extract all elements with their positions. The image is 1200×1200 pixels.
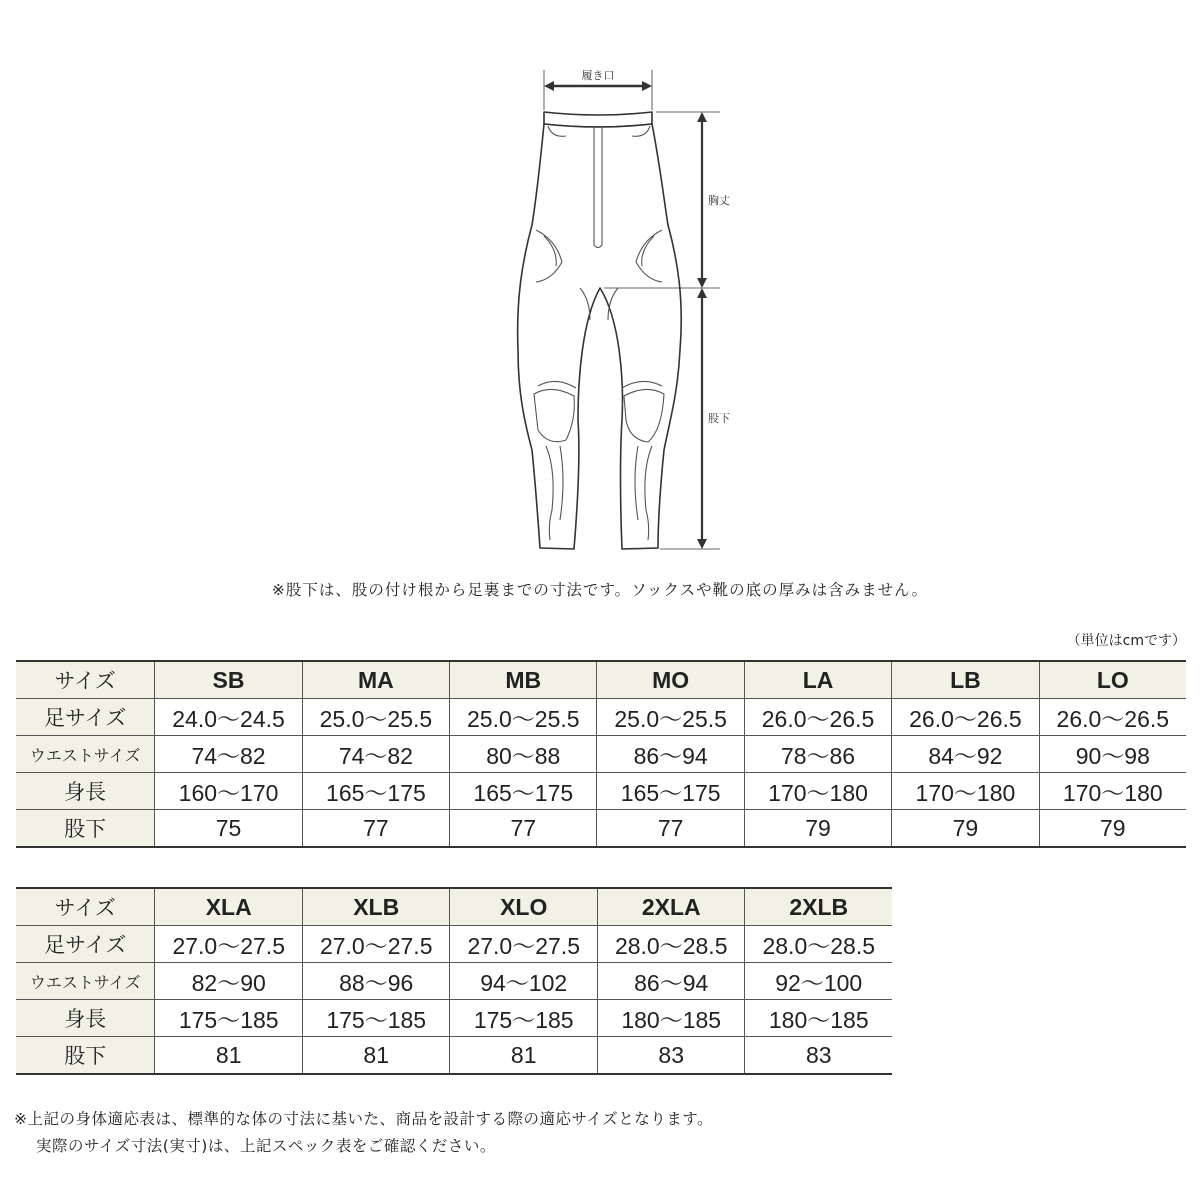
row-header-waist: ウエストサイズ	[16, 963, 155, 1000]
table-cell: 77	[450, 810, 597, 848]
table-cell: 94〜102	[450, 963, 598, 1000]
waist-size-row	[16, 736, 1186, 773]
size-header: MA	[302, 661, 449, 699]
table-cell: 79	[892, 810, 1039, 848]
product-diagram	[0, 0, 1200, 570]
size-header: XLO	[450, 888, 598, 926]
table-cell: 175〜185	[450, 1000, 598, 1037]
table-cell: 81	[302, 1037, 450, 1075]
table-cell: 79	[744, 810, 891, 848]
row-header-waist: ウエストサイズ	[16, 736, 155, 773]
inseam-label: 股下	[708, 412, 730, 425]
table-cell: 180〜185	[597, 1000, 745, 1037]
table-cell: 80〜88	[450, 736, 597, 773]
size-header: LO	[1039, 661, 1186, 699]
table-cell: 25.0〜25.5	[597, 699, 744, 736]
table-cell: 84〜92	[892, 736, 1039, 773]
size-table-2	[16, 887, 892, 1075]
table-cell: 92〜100	[745, 963, 892, 1000]
row-header-height: 身長	[16, 1000, 155, 1037]
table-cell: 86〜94	[597, 963, 745, 1000]
table-cell: 27.0〜27.5	[302, 926, 450, 963]
chest-height-label: 胸丈	[708, 194, 730, 207]
table-cell: 160〜170	[155, 773, 302, 810]
table-cell: 28.0〜28.5	[745, 926, 892, 963]
size-row	[16, 661, 1186, 699]
table-cell: 165〜175	[450, 773, 597, 810]
table-cell: 26.0〜26.5	[744, 699, 891, 736]
table-cell: 86〜94	[597, 736, 744, 773]
size-fit-note	[14, 1106, 713, 1160]
table-cell: 28.0〜28.5	[597, 926, 745, 963]
row-header-inseam: 股下	[16, 810, 155, 848]
row-header-foot: 足サイズ	[16, 926, 155, 963]
table-cell: 26.0〜26.5	[892, 699, 1039, 736]
table-cell: 83	[597, 1037, 745, 1075]
wader-outline	[518, 112, 682, 549]
size-header: MB	[450, 661, 597, 699]
table-cell: 77	[302, 810, 449, 848]
row-header-size: サイズ	[16, 661, 155, 699]
size-header: SB	[155, 661, 302, 699]
table-cell: 75	[155, 810, 302, 848]
waist-opening-label: 履き口	[581, 69, 615, 82]
table-cell: 78〜86	[744, 736, 891, 773]
size-row	[16, 888, 892, 926]
row-header-foot: 足サイズ	[16, 699, 155, 736]
waist-size-row	[16, 963, 892, 1000]
height-row	[16, 1000, 892, 1037]
table-cell: 88〜96	[302, 963, 450, 1000]
size-header: XLA	[155, 888, 303, 926]
table-cell: 77	[597, 810, 744, 848]
table-cell: 170〜180	[744, 773, 891, 810]
table-cell: 175〜185	[302, 1000, 450, 1037]
table-cell: 165〜175	[302, 773, 449, 810]
table-cell: 165〜175	[597, 773, 744, 810]
size-header: LB	[892, 661, 1039, 699]
table-cell: 170〜180	[1039, 773, 1186, 810]
size-header: LA	[744, 661, 891, 699]
size-header: XLB	[302, 888, 450, 926]
table-cell: 27.0〜27.5	[450, 926, 598, 963]
unit-note: （単位はcmです）	[1066, 633, 1186, 649]
table-cell: 26.0〜26.5	[1039, 699, 1186, 736]
row-header-inseam: 股下	[16, 1037, 155, 1075]
table-cell: 170〜180	[892, 773, 1039, 810]
table-cell: 74〜82	[302, 736, 449, 773]
table-cell: 79	[1039, 810, 1186, 848]
table-cell: 81	[450, 1037, 598, 1075]
table-cell: 27.0〜27.5	[155, 926, 303, 963]
inseam-row	[16, 1037, 892, 1075]
size-fit-note-line2: 実際のサイズ寸法(実寸)は、上記スペック表をご確認ください。	[36, 1137, 496, 1155]
row-header-height: 身長	[16, 773, 155, 810]
size-header: MO	[597, 661, 744, 699]
size-header: 2XLB	[745, 888, 892, 926]
table-cell: 25.0〜25.5	[302, 699, 449, 736]
inseam-row	[16, 810, 1186, 848]
table-cell: 83	[745, 1037, 892, 1075]
table-cell: 24.0〜24.5	[155, 699, 302, 736]
table-cell: 74〜82	[155, 736, 302, 773]
size-table-1	[16, 660, 1186, 848]
inseam-measurement-note: ※股下は、股の付け根から足裏までの寸法です。ソックスや靴の底の厚みは含みません。	[271, 581, 929, 599]
table-cell: 81	[155, 1037, 303, 1075]
foot-size-row	[16, 699, 1186, 736]
table-cell: 90〜98	[1039, 736, 1186, 773]
table-cell: 82〜90	[155, 963, 303, 1000]
row-header-size: サイズ	[16, 888, 155, 926]
foot-size-row	[16, 926, 892, 963]
size-header: 2XLA	[597, 888, 745, 926]
table-cell: 180〜185	[745, 1000, 892, 1037]
size-fit-note-line1: ※上記の身体適応表は、標準的な体の寸法に基いた、商品を設計する際の適応サイズとなります。	[14, 1110, 714, 1128]
height-row	[16, 773, 1186, 810]
table-cell: 175〜185	[155, 1000, 303, 1037]
table-cell: 25.0〜25.5	[450, 699, 597, 736]
